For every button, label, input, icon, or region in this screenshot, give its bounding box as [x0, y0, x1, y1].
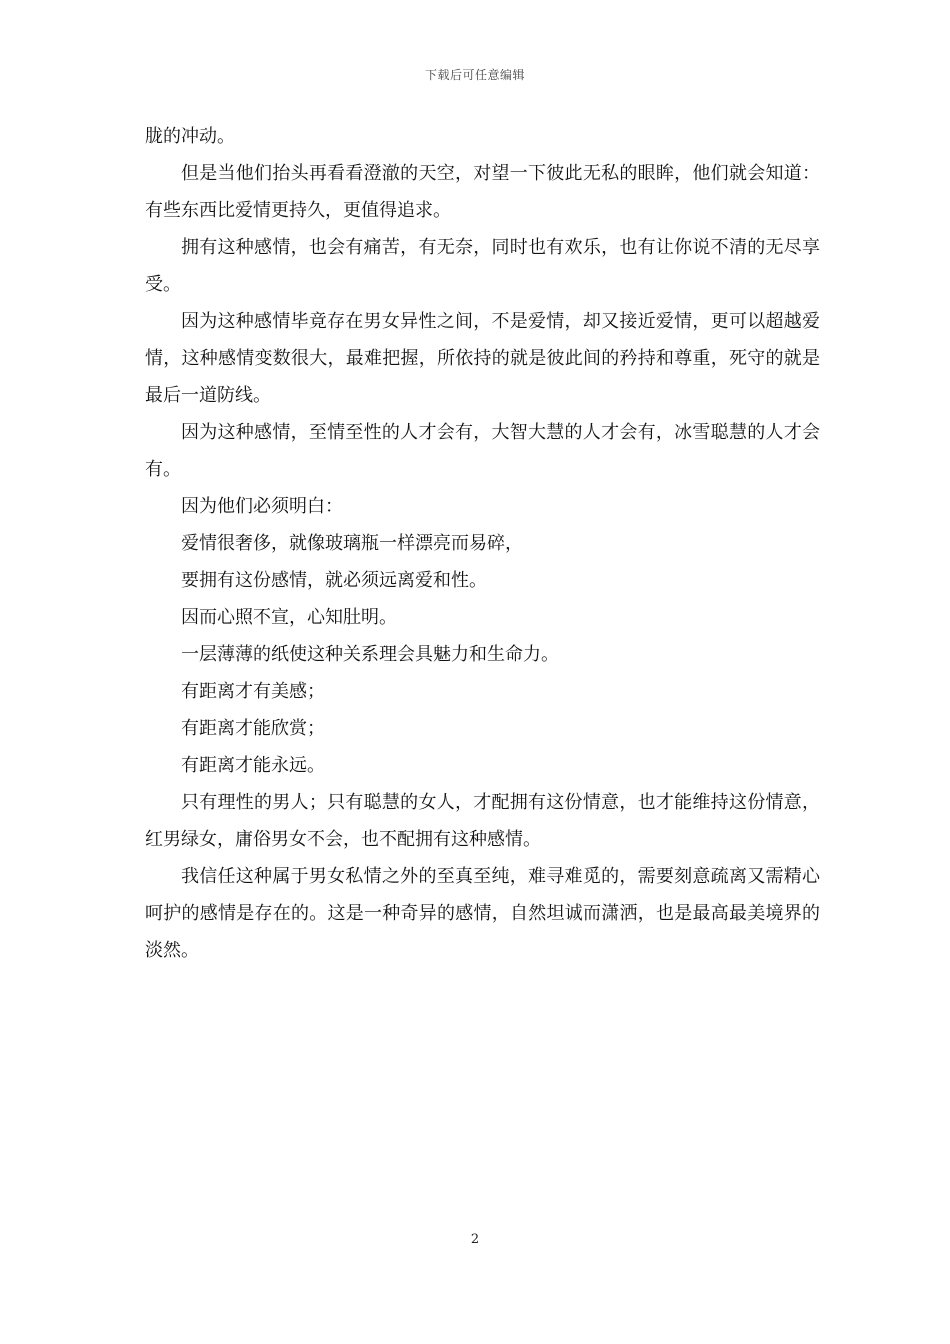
- paragraph: 因为这种感情，至情至性的人才会有，大智大慧的人才会有，冰雪聪慧的人才会有。: [145, 422, 820, 480]
- paragraph: 胧的冲动。: [145, 126, 235, 147]
- page-number: 2: [470, 1232, 480, 1247]
- paragraph: 有距离才有美感；: [181, 681, 325, 702]
- paragraph: 因而心照不宣，心知肚明。: [181, 607, 397, 628]
- paragraph: 只有理性的男人；只有聪慧的女人，才配拥有这份情意，也才能维持这份情意，红男绿女，庸俗男女不会，也不配拥有这种感情。: [145, 792, 820, 850]
- paragraph: 因为他们必须明白：: [181, 496, 343, 517]
- paragraph: 但是当他们抬头再看看澄澈的天空，对望一下彼此无私的眼眸，他们就会知道：有些东西比爱情更持久，更值得追求。: [145, 163, 820, 221]
- document-body: [145, 118, 820, 969]
- page-header: 下载后可任意编辑: [424, 68, 525, 82]
- paragraph: 我信任这种属于男女私情之外的至真至纯，难寻难觅的，需要刻意疏离又需精心呵护的感情是存在的。这是一种奇异的感情，自然坦诚而潇洒，也是最高最美境界的淡然。: [145, 866, 820, 961]
- paragraph: 有距离才能欣赏；: [181, 718, 325, 739]
- paragraph: 爱情很奢侈，就像玻璃瓶一样漂亮而易碎，: [181, 533, 523, 554]
- paragraph: 拥有这种感情，也会有痛苦，有无奈，同时也有欢乐，也有让你说不清的无尽享受。: [145, 237, 820, 295]
- paragraph: 因为这种感情毕竟存在男女异性之间，不是爱情，却又接近爱情，更可以超越爱情，这种感情变数很大，最难把握，所依持的就是彼此间的矜持和尊重，死守的就是最后一道防线。: [145, 311, 820, 406]
- paragraph: 有距离才能永远。: [181, 755, 325, 776]
- paragraph: 一层薄薄的纸使这种关系理会具魅力和生命力。: [181, 644, 559, 665]
- paragraph: 要拥有这份感情，就必须远离爱和性。: [181, 570, 487, 591]
